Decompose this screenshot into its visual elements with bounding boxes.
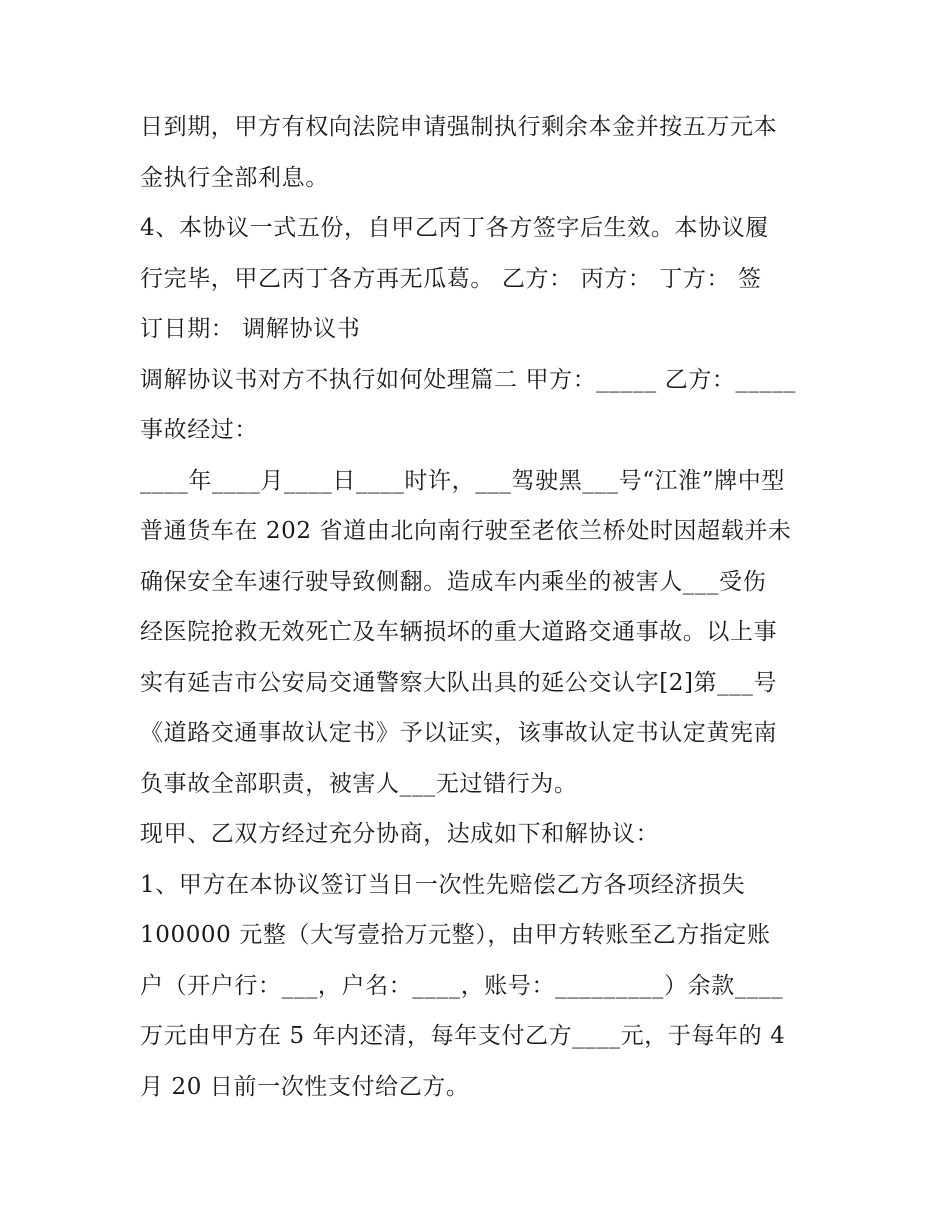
text-line: 《道路交通事故认定书》予以证实，该事故认定书认定黄宪南 <box>140 720 778 746</box>
text-line: ____年____月____日____时许，___驾驶黑___号“江淮”牌中型 <box>140 467 785 494</box>
text-line: 户（开户行：___，户名：____，账号：_________）余款____ <box>140 972 784 999</box>
text-line: 确保安全车速行驶导致侧翻。造成车内乘坐的被害人___受伤 <box>140 568 767 595</box>
text-line: 4、本协议一式五份，自甲乙丙丁各方签字后生效。本协议履 <box>140 215 769 241</box>
text-line: 实有延吉市公安局交通警察大队出具的延公交认字[2]第___号 <box>140 669 778 696</box>
text-line: 订日期： 调解协议书 <box>140 316 361 342</box>
text-line: 日到期，甲方有权向法院申请强制执行剩余本金并按五万元本 <box>140 114 778 140</box>
text-line: 负事故全部职责，被害人___无过错行为。 <box>140 770 578 797</box>
text-line: 100000 元整（大写壹拾万元整），由甲方转账至乙方指定账 <box>140 922 771 948</box>
text-line: 万元由甲方在 5 年内还清，每年支付乙方____元，于每年的 4 <box>140 1023 786 1049</box>
text-line: 金执行全部利息。 <box>140 164 329 191</box>
text-line: 行完毕，甲乙丙丁各方再无瓜葛。 乙方： 丙方： 丁方： 签 <box>140 265 762 292</box>
text-line: 月 20 日前一次性支付给乙方。 <box>140 1073 470 1100</box>
text-line: 调解协议书对方不执行如何处理篇二 甲方：_____ 乙方：_____ <box>140 366 797 393</box>
text-line: 经医院抢救无效死亡及车辆损坏的重大道路交通事故。以上事 <box>140 619 778 645</box>
text-line: 现甲、乙双方经过充分协商，达成如下和解协议： <box>140 821 660 847</box>
text-line: 1、甲方在本协议签订当日一次性先赔偿乙方各项经济损失 <box>140 871 746 898</box>
text-line: 事故经过： <box>140 417 258 443</box>
text-line: 普通货车在 202 省道由北向南行驶至老依兰桥处时因超载并未 <box>140 518 792 544</box>
document-body <box>140 102 820 1112</box>
